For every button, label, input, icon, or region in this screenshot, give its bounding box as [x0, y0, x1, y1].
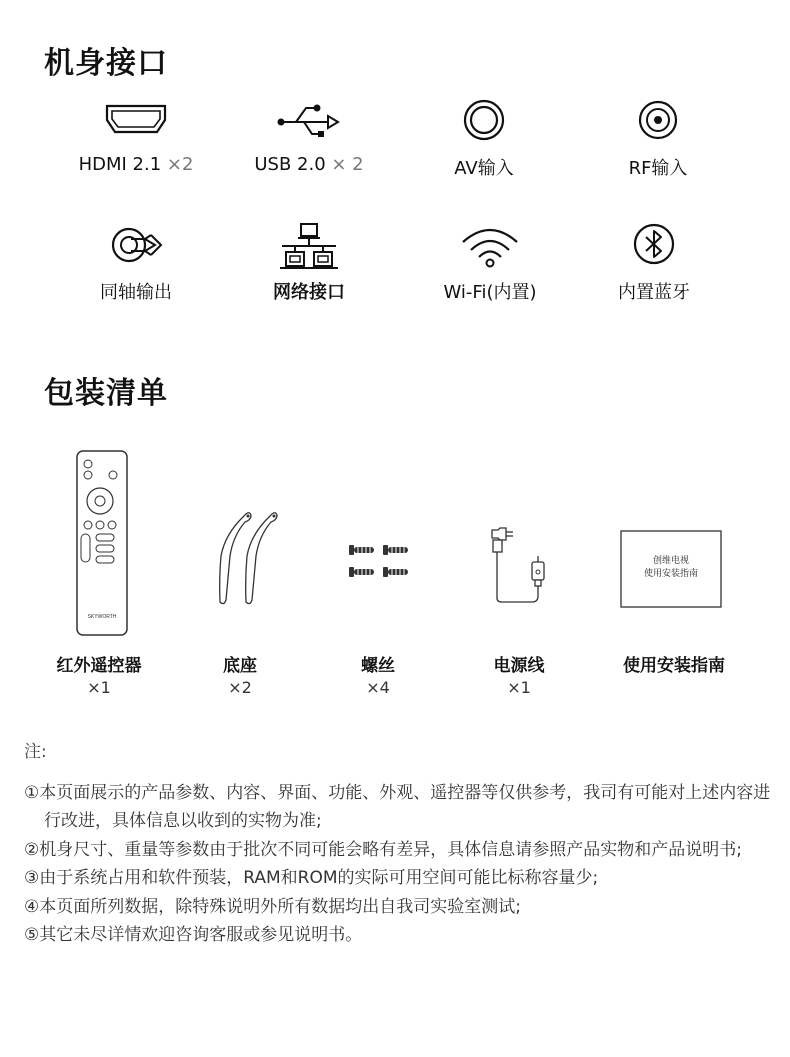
port-rf-label: RF输入	[628, 158, 688, 179]
pkg-screws-qty: ×4	[366, 678, 390, 697]
port-av	[409, 98, 559, 180]
pkg-base-qty: ×2	[228, 678, 252, 697]
guide-line-1: 创维电视	[652, 556, 690, 566]
av-icon	[449, 98, 519, 146]
screws-image	[347, 542, 411, 582]
port-bluetooth-label: 内置蓝牙	[618, 282, 690, 303]
hdmi-icon	[101, 98, 171, 146]
pkg-base-name: 底座	[223, 656, 257, 676]
note-1: ①本页面展示的产品参数、内容、界面、功能、外观、遥控器等仅供参考，我司有可能对上述内容进行改进，具体信息以收到的实物为准;	[24, 782, 771, 831]
network-icon	[274, 222, 344, 270]
remote-control-image	[76, 450, 128, 636]
usb-icon	[274, 98, 344, 146]
note-3: ③由于系统占用和软件预装，RAM和ROM的实际可用空间可能比标称容量少;	[24, 868, 599, 888]
rf-icon	[623, 98, 693, 146]
power-cord-image	[486, 526, 548, 606]
install-guide-image	[620, 530, 722, 608]
note-2: ②机身尺寸、重量等参数由于批次不同可能会略有差异，具体信息请参照产品实物和产品说明书;	[24, 839, 742, 860]
port-usb-label: USB 2.0	[254, 154, 326, 175]
port-usb-count: × 2	[331, 154, 364, 175]
notes-section	[24, 738, 774, 950]
guide-line-2: 使用安装指南	[643, 569, 699, 579]
port-coaxial-label: 同轴输出	[100, 282, 172, 303]
port-wifi	[415, 222, 565, 304]
pkg-remote-name: 红外遥控器	[56, 656, 142, 676]
pkg-screws-name: 螺丝	[361, 656, 395, 676]
port-hdmi-count: ×2	[166, 154, 194, 175]
remote-brand-text: SKYWORTH	[87, 614, 117, 620]
port-rf	[583, 98, 733, 180]
pkg-screws	[303, 651, 453, 697]
port-wifi-label: Wi-Fi(内置)	[443, 282, 537, 303]
coaxial-icon	[101, 222, 171, 270]
package-section-title: 包装清单	[44, 376, 168, 411]
pkg-power-cord-qty: ×1	[507, 678, 531, 697]
port-usb	[234, 98, 384, 175]
bluetooth-icon	[619, 222, 689, 270]
port-network	[234, 222, 384, 304]
pkg-power-cord	[444, 651, 594, 697]
base-stand-image	[208, 508, 280, 608]
port-coaxial	[61, 222, 211, 304]
pkg-guide	[599, 651, 749, 676]
pkg-power-cord-name: 电源线	[493, 656, 545, 676]
port-hdmi-label: HDMI 2.1	[78, 154, 162, 175]
pkg-remote-qty: ×1	[87, 678, 111, 697]
notes-heading: 注:	[24, 742, 47, 762]
port-hdmi	[61, 98, 211, 175]
pkg-base	[165, 651, 315, 697]
port-bluetooth	[579, 222, 729, 304]
port-network-label: 网络接口	[273, 282, 345, 303]
note-5: ⑤其它未尽详情欢迎咨询客服或参见说明书。	[24, 925, 363, 945]
pkg-remote	[24, 651, 174, 697]
port-av-label: AV输入	[454, 158, 514, 179]
note-4: ④本页面所列数据，除特殊说明外所有数据均出自我司实验室测试;	[24, 896, 521, 917]
wifi-icon	[455, 222, 525, 270]
pkg-guide-name: 使用安装指南	[623, 656, 725, 676]
ports-section-title: 机身接口	[44, 46, 168, 81]
